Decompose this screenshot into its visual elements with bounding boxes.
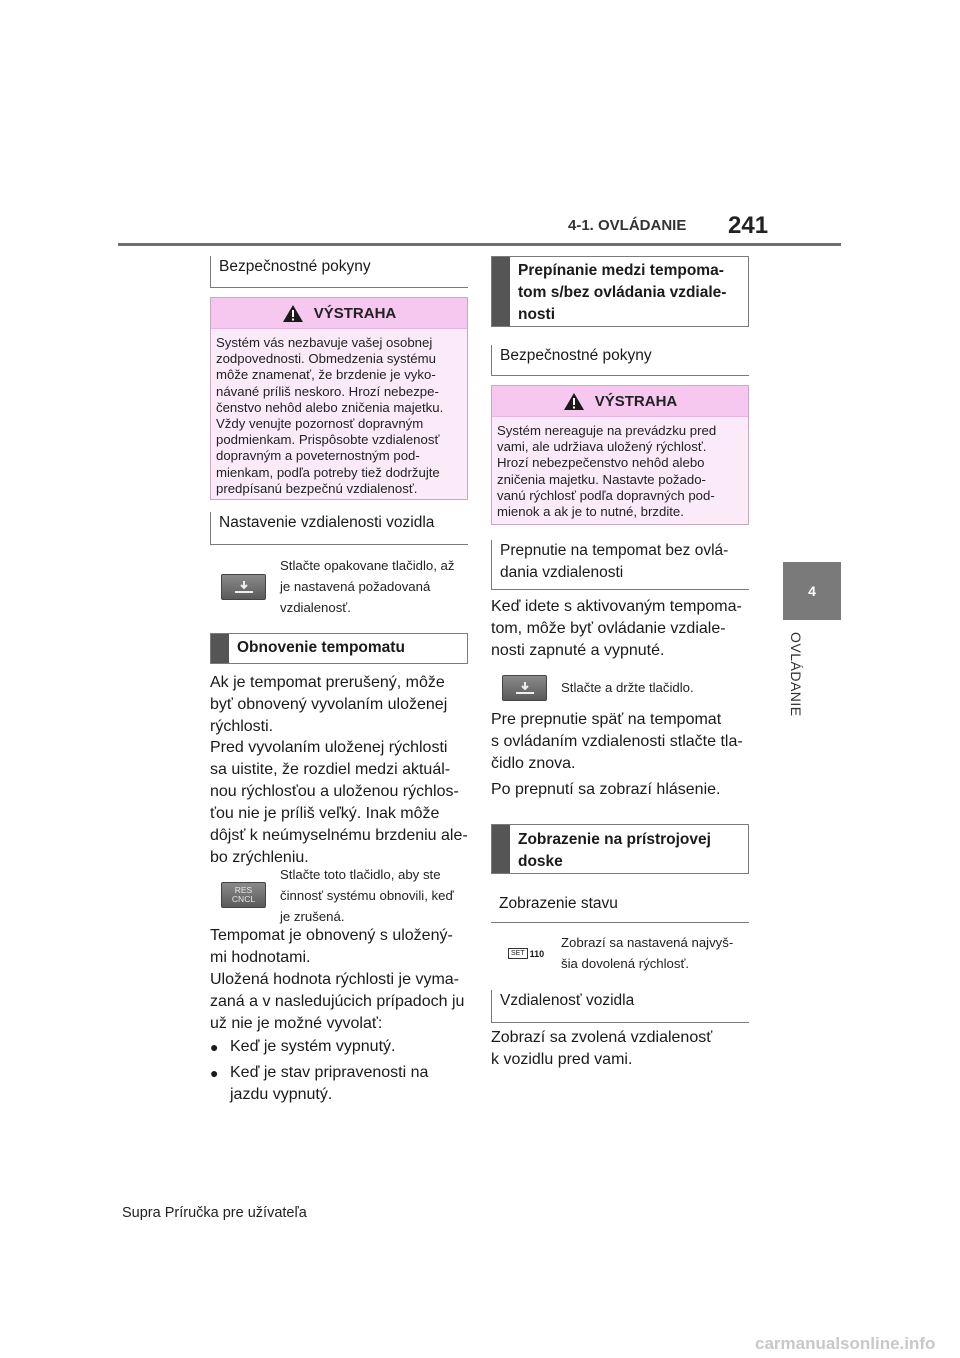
list-item: ● Keď je systém vypnutý. (210, 1036, 468, 1058)
warning-title: VÝSTRAHA (313, 304, 397, 322)
distance-step-text: Stlačte opakovane tlačidlo, až je nastavená požadovaná vzdialenosť. (280, 558, 455, 615)
warning-text: Systém nereaguje na prevádzku pred vami, ale udržiava uložený rýchlosť. Hrozí nebezpečenstvo nehôd alebo zničenia majetku. Nastavte požado- vanú rýchlosť podľa dopravných pod- mienok a ak je to nutné, brzdite. (497, 423, 717, 520)
warning-header (492, 386, 748, 417)
bullet-list (210, 1036, 468, 1106)
section-title: 4-1. OVLÁDANIE (568, 217, 687, 234)
chapter-label: OVLÁDANIE (788, 632, 804, 717)
status-step-text: Zobrazí sa nastavená najvyš- šia dovolená rýchlosť. (561, 935, 734, 971)
distance-button-image (502, 675, 547, 701)
heading-bar (211, 634, 229, 663)
res-cncl-button-image: RES CNCL (221, 882, 266, 908)
chapter-tab[interactable] (783, 562, 841, 620)
warning-text: Systém vás nezbavuje vašej osobnej zodpovednosti. Obmedzenia systému môže znamenať, že brzdenie je vyko- návané príliš neskoro. Hrozí nebezpe- čenstvo nehôd alebo zničenia majetku. Vždy venujte pozornosť dopravným podmienkam. Prispôsobte vzdialenosť dopravným a poveternostným pod- mienkam, podľa potreby tiež dodržujte predpísanú bezpečnú vzdialenosť. (216, 335, 444, 496)
switch-paragraph-3: Po prepnutí sa zobrazí hlásenie. (491, 781, 721, 798)
switch-paragraph-1: Keď idete s aktivovaným tempoma- tom, môže byť ovládanie vzdiale- nosti zapnuté a vypnuté. (491, 598, 742, 659)
status-subtitle: Zobrazenie stavu (491, 893, 749, 923)
resume-step-text: Stlačte toto tlačidlo, aby ste činnosť systému obnovili, keď je zrušená. (280, 867, 454, 924)
heading-bar (492, 257, 510, 326)
display-heading: Zobrazenie na prístrojovej doske (491, 824, 749, 874)
resume-paragraph-4: Uložená hodnota rýchlosti je vyma- zaná a v nasledujúcich prípadoch ju už nie je možné vyvolať: (210, 971, 465, 1032)
distance-icon (232, 579, 256, 595)
distance-subtitle: Nastavenie vzdialenosti vozidla (210, 512, 468, 545)
warning-box (210, 297, 468, 500)
warning-header (211, 298, 467, 329)
set-speed-icon: SET 110 (508, 948, 544, 959)
distance-icon (513, 680, 537, 696)
switch-heading: Prepínanie medzi tempoma- tom s/bez ovládania vzdiale- nosti (491, 256, 749, 327)
switch-subtitle: Prepnutie na tempomat bez ovlá- dania vzdialenosti (491, 540, 749, 590)
resume-heading: Obnovenie tempomatu (210, 633, 468, 664)
vehicle-distance-paragraph: Zobrazí sa zvolená vzdialenosť k vozidlu pred vami. (491, 1029, 713, 1068)
resume-paragraph-1: Ak je tempomat prerušený, môže byť obnovený vyvolaním uloženej rýchlosti. (210, 674, 448, 735)
vehicle-distance-subtitle: Vzdialenosť vozidla (491, 990, 749, 1023)
switch-step-text: Stlačte a držte tlačidlo. (561, 680, 694, 695)
distance-button-image (221, 574, 266, 600)
resume-paragraph-3: Tempomat je obnovený s uložený- mi hodnotami. (210, 927, 453, 966)
warning-triangle-icon (282, 304, 304, 323)
list-item: ● Keď je stav pripravenosti na jazdu vypnutý. (210, 1062, 468, 1106)
safety-subtitle: Bezpečnostné pokyny (210, 256, 468, 288)
chapter-number: 4 (808, 583, 816, 599)
bullet-icon: ● (210, 1039, 219, 1055)
watermark: carmanualsonline.info (755, 1334, 936, 1353)
page-number: 241 (728, 212, 769, 239)
warning-box (491, 385, 749, 525)
safety-subtitle: Bezpečnostné pokyny (491, 345, 749, 376)
warning-title: VÝSTRAHA (594, 392, 678, 410)
footer-text: Supra Príručka pre užívateľa (122, 1205, 307, 1221)
heading-bar (492, 825, 510, 873)
warning-triangle-icon (563, 392, 585, 411)
header-rule (118, 243, 841, 246)
resume-paragraph-2: Pred vyvolaním uloženej rýchlosti sa uistite, že rozdiel medzi aktuál- nou rýchlosťou a uloženou rýchlos- ťou nie je príliš veľký. Inak môže dôjsť k neúmyselnému brzdeniu ale- bo zrýchleniu. (210, 739, 468, 866)
bullet-icon: ● (210, 1065, 219, 1081)
switch-paragraph-2: Pre prepnutie späť na tempomat s ovládaním vzdialenosti stlačte tla- čidlo znova. (491, 711, 743, 772)
